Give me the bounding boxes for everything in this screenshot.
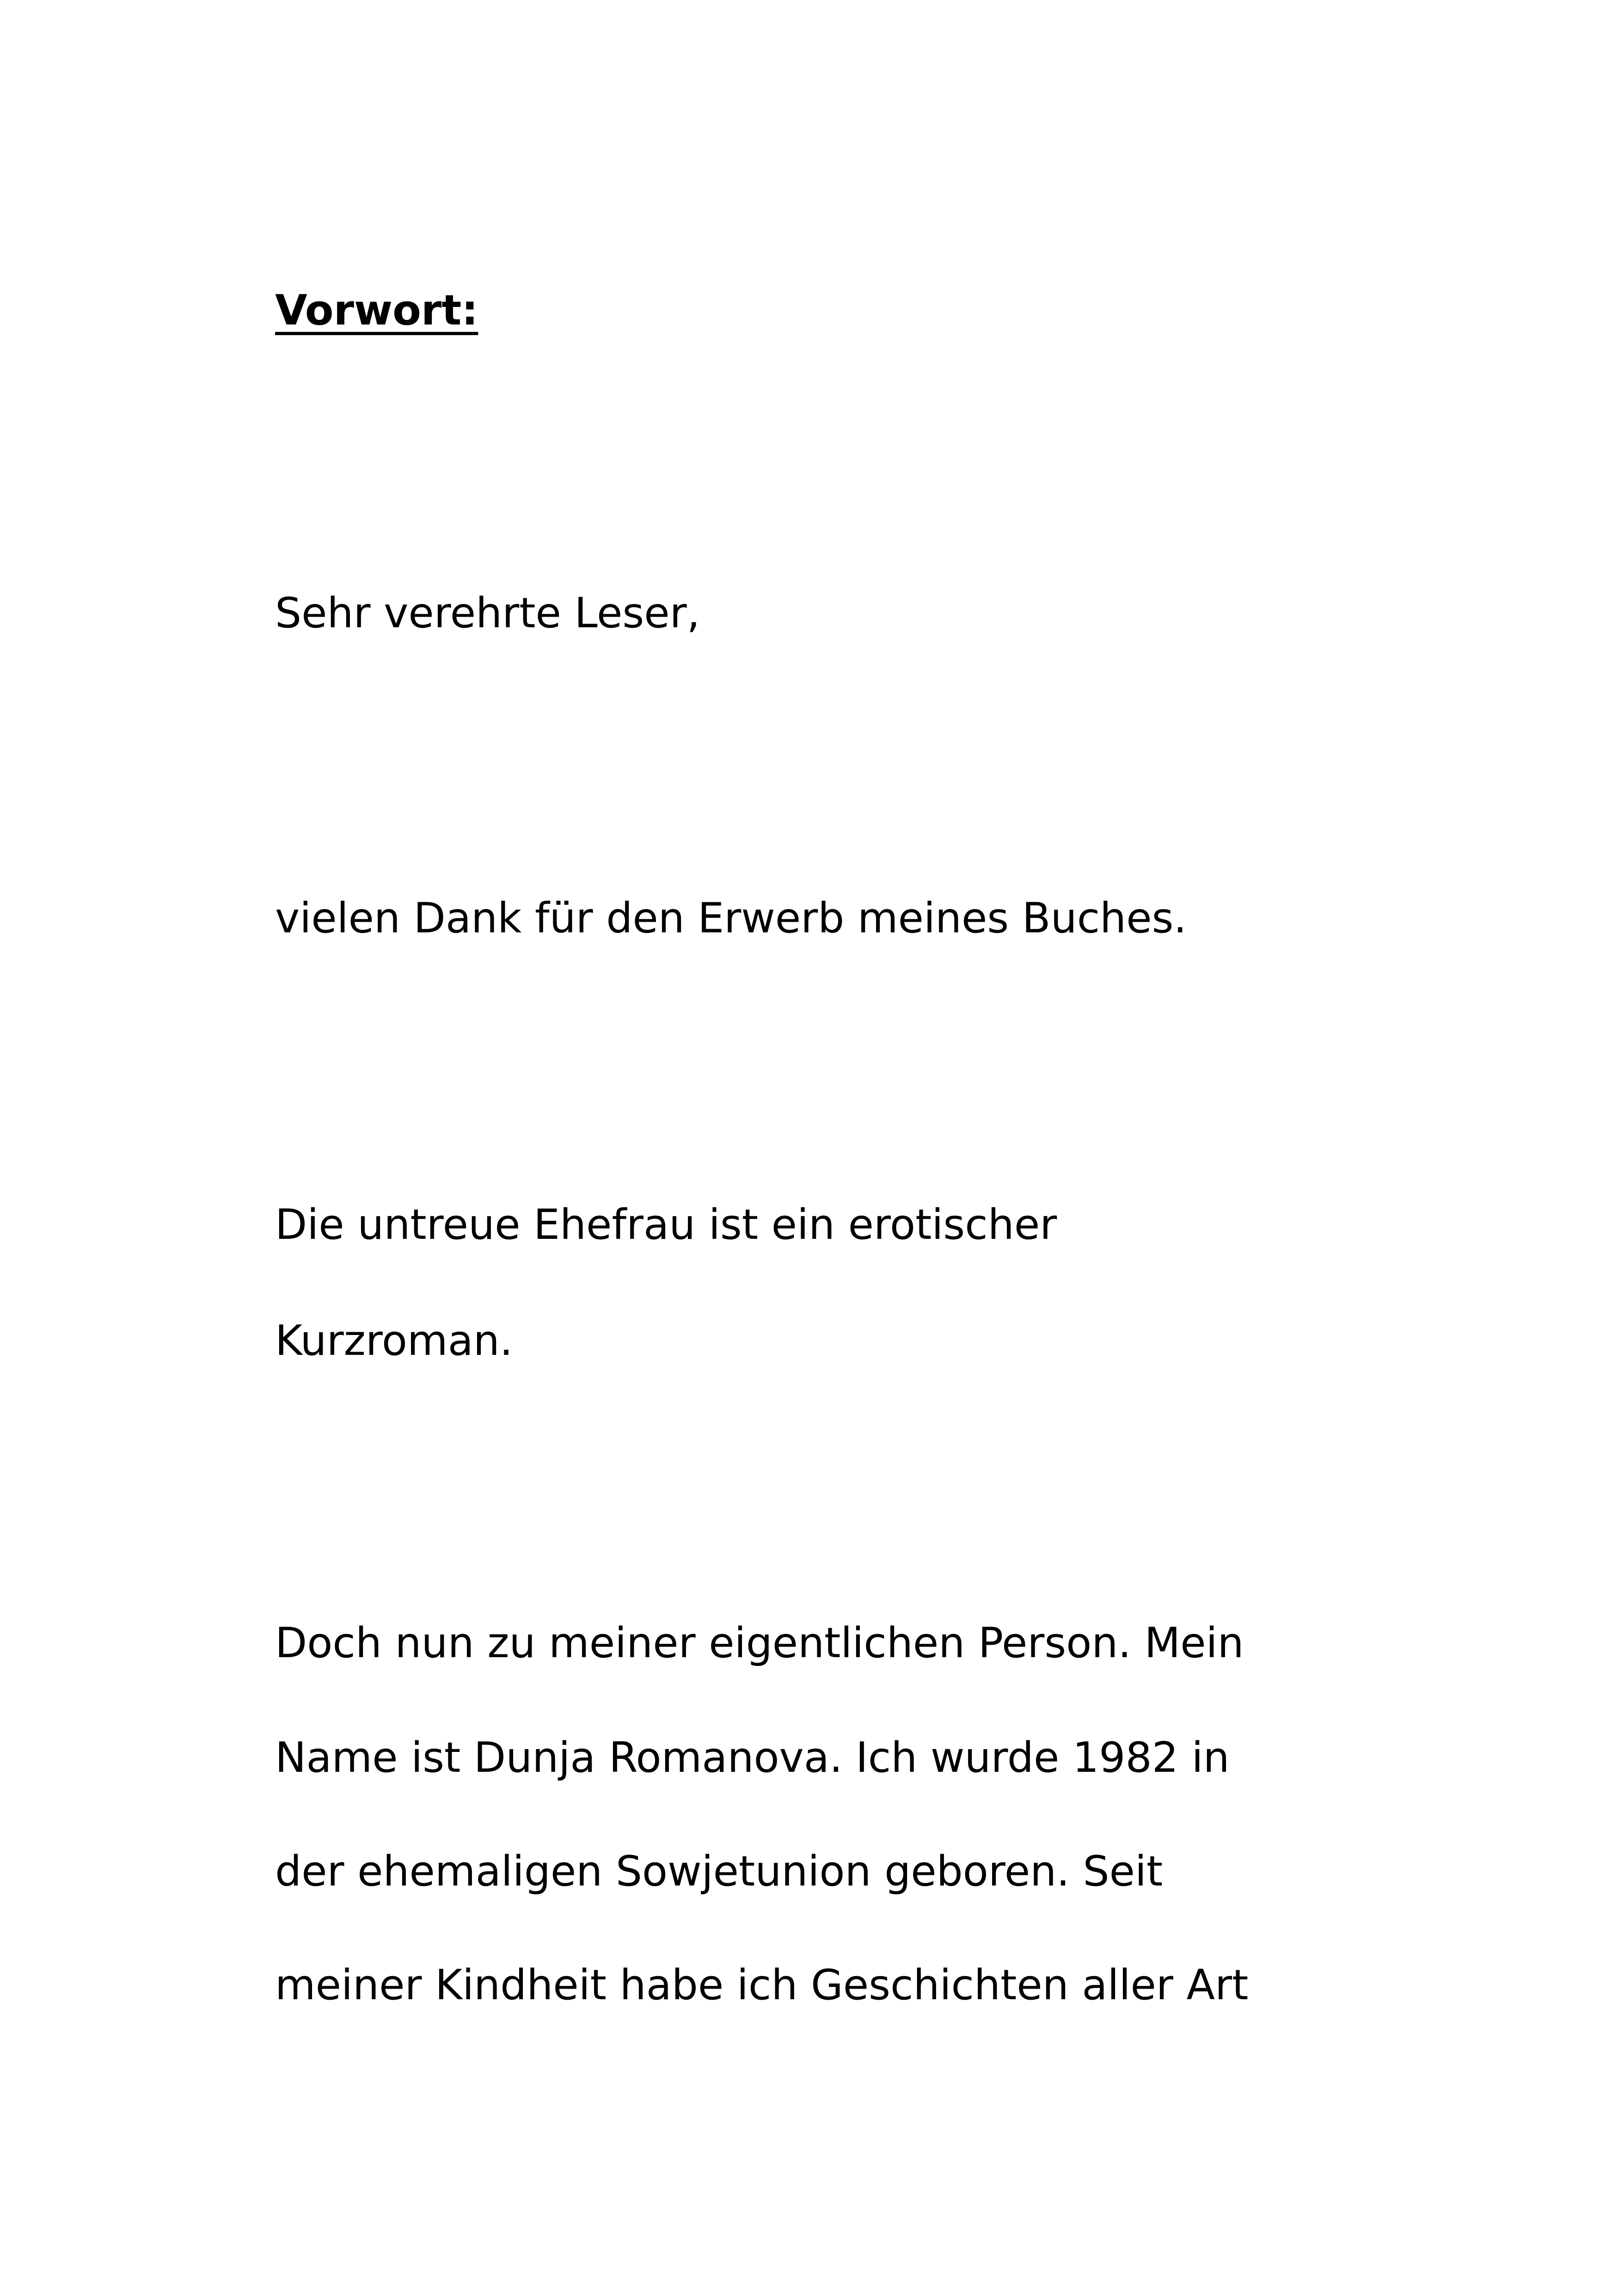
section-heading: Vorwort: bbox=[275, 286, 478, 335]
paragraph-author-line: der ehemaligen Sowjetunion geboren. Seit bbox=[275, 1847, 1163, 1896]
paragraph-author-line: Doch nun zu meiner eigentlichen Person. Mein bbox=[275, 1619, 1244, 1667]
paragraph-author-line: Name ist Dunja Romanova. Ich wurde 1982 in bbox=[275, 1733, 1230, 1782]
paragraph-thanks-line: vielen Dank für den Erwerb meines Buches. bbox=[275, 894, 1187, 943]
paragraph-novel-line: Die untreue Ehefrau ist ein erotischer bbox=[275, 1200, 1057, 1249]
greeting-line: Sehr verehrte Leser, bbox=[275, 589, 700, 637]
paragraph-novel-line: Kurzroman. bbox=[275, 1316, 513, 1365]
paragraph-author-line: meiner Kindheit habe ich Geschichten aller Art bbox=[275, 1961, 1249, 2009]
